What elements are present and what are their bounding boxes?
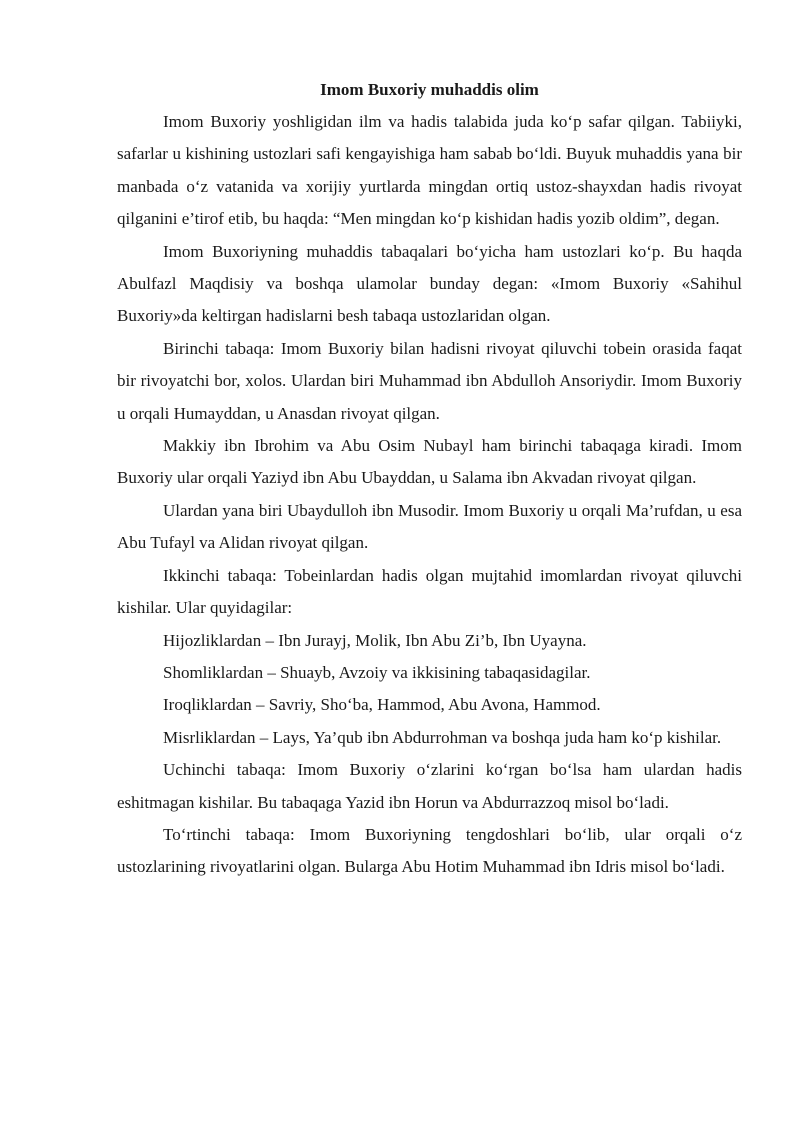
paragraph-7: Hijozliklardan – Ibn Jurayj, Molik, Ibn Abu Zi’b, Ibn Uyayna. bbox=[163, 630, 587, 650]
document-page bbox=[117, 74, 742, 884]
paragraph-6: Ikkinchi tabaqa: Tobeinlardan hadis olgan mujtahid imomlardan rivoyat qiluvchi kishilar. Ular quyidagilar: bbox=[117, 565, 742, 618]
paragraph-8: Shomliklardan – Shuayb, Avzoiy va ikkisining tabaqasidagilar. bbox=[163, 662, 591, 682]
paragraph-1: Imom Buxoriy yoshligidan ilm va hadis talabida juda ko‘p safar qilgan. Tabiiyki, safarlar u kishining ustozlari safi kengayishiga ham sabab bo‘ldi. Buyuk muhaddis yana bir manbada o‘z vatanida va xorijiy yurtlarda mingdan ortiq ustoz-shayxdan hadis rivoyat qilganini e’tirof etib, bu haqda: “Men mingdan ko‘p kishidan hadis yozib oldim”, degan. bbox=[117, 112, 742, 229]
paragraph-2: Imom Buxoriyning muhaddis tabaqalari bo‘yicha ham ustozlari ko‘p. Bu haqda Abulfazl Maqdisiy va boshqa ulamolar bunday degan: «Imom Buxoriy «Sahihul Buxoriy»da keltirgan hadislarni besh tabaqa ustozlaridan olgan. bbox=[117, 241, 742, 326]
document-title: Imom Buxoriy muhaddis olim bbox=[320, 80, 539, 99]
paragraph-11: Uchinchi tabaqa: Imom Buxoriy o‘zlarini ko‘rgan bo‘lsa ham ulardan hadis eshitmagan kishilar. Bu tabaqaga Yazid ibn Horun va Abdurrazzoq misol bo‘ladi. bbox=[117, 760, 742, 812]
paragraph-3: Birinchi tabaqa: Imom Buxoriy bilan hadisni rivoyat qiluvchi tobein orasida faqat bir rivoyatchi bor, xolos. Ulardan biri Muhammad ibn Abdulloh Ansoriydir. Imom Buxoriy u orqali Humayddan, u Anasdan rivoyat qilgan. bbox=[117, 338, 742, 423]
paragraph-12: To‘rtinchi tabaqa: Imom Buxoriyning tengdoshlari bo‘lib, ular orqali o‘z ustozlarining rivoyatlarini olgan. Bularga Abu Hotim Muhammad ibn Idris misol bo‘ladi. bbox=[117, 824, 742, 877]
paragraph-10: Misrliklardan – Lays, Ya’qub ibn Abdurrohman va boshqa juda ham ko‘p kishilar. bbox=[163, 727, 722, 747]
paragraph-5: Ulardan yana biri Ubaydulloh ibn Musodir. Imom Buxoriy u orqali Ma’rufdan, u esa Abu Tufayl va Alidan rivoyat qilgan. bbox=[117, 500, 742, 553]
paragraph-4: Makkiy ibn Ibrohim va Abu Osim Nubayl ham birinchi tabaqaga kiradi. Imom Buxoriy ular orqali Yaziyd ibn Abu Ubayddan, u Salama ibn Akvadan rivoyat qilgan. bbox=[117, 436, 742, 488]
paragraph-9: Iroqliklardan – Savriy, Sho‘ba, Hammod, Abu Avona, Hammod. bbox=[163, 695, 601, 715]
